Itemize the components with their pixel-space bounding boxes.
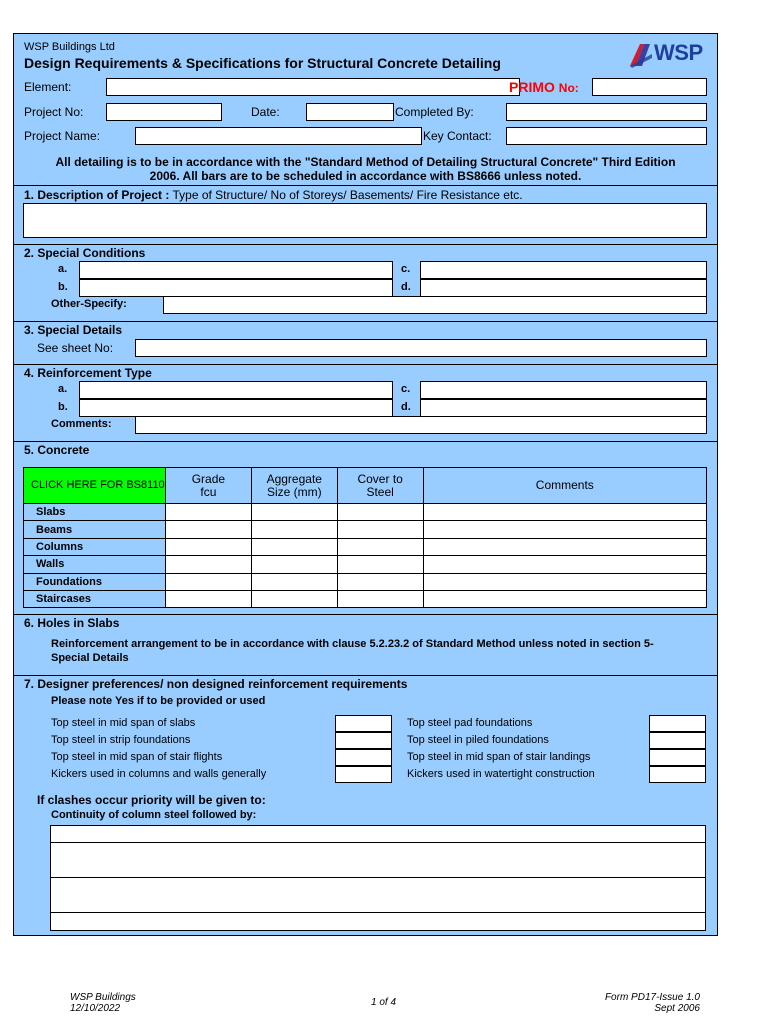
condition-b-field[interactable] [79,279,393,297]
notice-line-2: 2006. All bars are to be scheduled in accordance with BS8666 unless noted. [149,169,582,183]
comments-cell[interactable] [423,590,706,607]
pref-yes-field[interactable] [649,732,706,749]
element-field[interactable] [106,78,520,96]
concrete-table [23,467,707,608]
date-field[interactable] [306,103,394,121]
detailing-notice [14,155,717,183]
pref-yes-field[interactable] [335,766,392,783]
row-label: Slabs [24,504,166,521]
priority-line-field[interactable] [50,860,706,878]
section-6-title: 6. Holes in Slabs [24,616,120,630]
col-aggregate-line2: Size (mm) [266,484,322,499]
reinforcement-b-field[interactable] [79,399,393,417]
concrete-table-header [24,468,707,504]
section-1-hint: Type of Structure/ No of Storeys/ Basements/ Fire Resistance etc. [169,188,523,202]
grade-cell[interactable] [165,521,251,538]
col-cover-line1: Cover to [357,471,403,486]
notice-line-1: All detailing is to be in accordance with the "Standard Method of Detailing Structural Concrete" Third Edition [55,155,676,169]
form-date: Sept 2006 [654,1003,700,1014]
aggregate-cell[interactable] [251,590,337,607]
col-comments: Comments [423,468,706,504]
section-divider [14,675,717,676]
primo-no-text: No: [558,81,579,95]
row-label: Foundations [24,573,166,590]
project-no-label: Project No: [24,105,84,119]
wsp-logo-text: WSP [654,40,703,65]
wsp-logo [628,40,712,68]
grade-cell[interactable] [165,590,251,607]
condition-a-field[interactable] [79,261,393,279]
section-3-title: 3. Special Details [24,323,123,337]
section-5-title: 5. Concrete [24,443,90,457]
reinforcement-d-field[interactable] [420,399,707,417]
condition-c-field[interactable] [420,261,707,279]
col-cover [337,468,423,504]
comments-cell[interactable] [423,521,706,538]
comments-field[interactable] [135,416,707,434]
aggregate-cell[interactable] [251,504,337,521]
footer-right [560,992,700,1014]
row-label: Walls [24,556,166,573]
grade-cell[interactable] [165,504,251,521]
aggregate-cell[interactable] [251,521,337,538]
continuity-label: Continuity of column steel followed by: [51,809,257,821]
section-1-title: 1. Description of Project : [24,188,170,202]
comments-cell[interactable] [423,538,706,555]
comments-cell[interactable] [423,556,706,573]
section-divider [14,441,717,442]
holes-in-slabs-text [51,637,654,665]
date-label: Date: [251,105,280,119]
see-sheet-label: See sheet No: [37,341,114,355]
reinforcement-b-label: b. [58,401,68,413]
table-row [24,556,707,573]
col-grade [165,468,251,504]
pref-yes-field[interactable] [649,766,706,783]
pref-label: Top steel in mid span of stair landings [407,751,591,763]
footer-company: WSP Buildings [70,992,136,1003]
priority-line-field[interactable] [50,843,706,861]
condition-d-field[interactable] [420,279,707,297]
row-label: Staircases [24,590,166,607]
col-grade-line2: fcu [200,484,217,499]
condition-a-label: a. [58,263,68,275]
see-sheet-field[interactable] [135,339,707,357]
completed-by-field[interactable] [506,103,707,121]
aggregate-cell[interactable] [251,573,337,590]
pref-yes-field[interactable] [649,749,706,766]
pref-label: Top steel in strip foundations [51,734,191,746]
cover-cell[interactable] [337,573,423,590]
other-specify-label: Other-Specify: [51,298,127,310]
pref-label: Top steel in mid span of slabs [51,717,196,729]
condition-d-label: d. [401,281,411,293]
pref-label: Kickers used in watertight construction [407,768,595,780]
yes-note: Please note Yes if to be provided or used [51,695,266,707]
grade-cell[interactable] [165,573,251,590]
primo-label [509,79,579,95]
priority-line-field[interactable] [50,878,706,896]
aggregate-cell[interactable] [251,538,337,555]
comments-cell[interactable] [423,573,706,590]
reinforcement-a-field[interactable] [79,381,393,399]
other-specify-field[interactable] [163,296,707,314]
clash-priority-title: If clashes occur priority will be given to: [37,793,266,807]
primo-text: PRIMO [509,79,555,95]
section-divider [14,244,717,245]
pref-label: Top steel pad foundations [407,717,533,729]
holes-text-line-2: Special Details [51,652,129,664]
grade-cell[interactable] [165,556,251,573]
table-row [24,504,707,521]
grade-cell[interactable] [165,538,251,555]
table-row [24,573,707,590]
col-cover-line2: Steel [366,484,394,499]
cover-cell[interactable] [337,556,423,573]
concrete-detailing-form [13,33,718,936]
reinforcement-d-label: d. [401,401,411,413]
section-1-heading [24,188,523,202]
col-aggregate [251,468,337,504]
section-divider [14,614,717,615]
section-2-title: 2. Special Conditions [24,246,146,260]
table-row [24,590,707,607]
cover-cell[interactable] [337,504,423,521]
comments-cell[interactable] [423,504,706,521]
reinforcement-c-field[interactable] [420,381,707,399]
pref-yes-field[interactable] [335,715,392,732]
form-issue: Form PD17-Issue 1.0 [604,992,700,1003]
description-field[interactable] [23,203,707,238]
priority-line-field[interactable] [50,913,706,931]
key-contact-field[interactable] [506,127,707,145]
project-name-label: Project Name: [24,129,101,143]
col-aggregate-line1: Aggregate [266,471,322,486]
completed-by-label: Completed By: [395,105,474,119]
section-divider [14,321,717,322]
project-name-field[interactable] [135,127,422,145]
pref-label: Kickers used in columns and walls generally [51,768,267,780]
cover-cell[interactable] [337,590,423,607]
footer-left [70,992,136,1014]
comments-label: Comments: [51,418,112,430]
key-contact-label: Key Contact: [423,129,492,143]
section-4-title: 4. Reinforcement Type [24,366,152,380]
priority-line-field[interactable] [50,895,706,913]
section-divider [14,185,717,186]
cover-cell[interactable] [337,538,423,555]
priority-line-field[interactable] [50,825,706,843]
condition-b-label: b. [58,281,68,293]
project-no-field[interactable] [106,103,222,121]
holes-text-line-1: Reinforcement arrangement to be in accordance with clause 5.2.23.2 of Standard Method unless noted in section 5- [51,638,654,650]
section-divider [14,364,717,365]
reinforcement-c-label: c. [401,383,411,395]
element-label: Element: [24,80,72,94]
bs8110-link[interactable]: CLICK HERE FOR BS8110 [24,468,166,504]
reinforcement-a-label: a. [58,383,68,395]
col-grade-line1: Grade [191,471,226,486]
condition-c-label: c. [401,263,411,275]
pref-label: Top steel in mid span of stair flights [51,751,223,763]
wsp-logo-mark-icon [628,40,654,68]
page-title: Design Requirements & Specifications for Structural Concrete Detailing [24,55,501,71]
footer-date: 12/10/2022 [70,1003,121,1014]
pref-yes-field[interactable] [335,749,392,766]
primo-no-field[interactable] [592,78,707,96]
page-number: 1 of 4 [371,997,397,1008]
pref-yes-field[interactable] [335,732,392,749]
company-name: WSP Buildings Ltd [24,41,115,53]
cover-cell[interactable] [337,521,423,538]
pref-label: Top steel in piled foundations [407,734,549,746]
table-row [24,521,707,538]
pref-yes-field[interactable] [649,715,706,732]
aggregate-cell[interactable] [251,556,337,573]
section-7-title: 7. Designer preferences/ non designed reinforcement requirements [24,677,408,691]
row-label: Beams [24,521,166,538]
table-row [24,538,707,555]
row-label: Columns [24,538,166,555]
